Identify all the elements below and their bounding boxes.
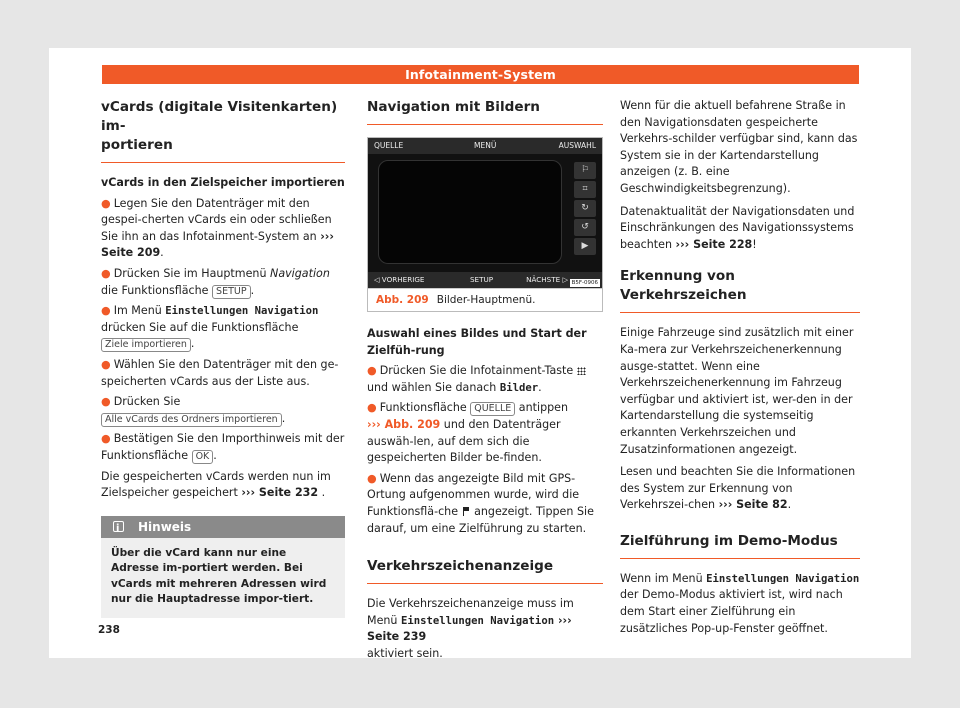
section-title-vcards: vCards (digitale Visitenkarten) im- portieren	[101, 98, 345, 163]
subheading-import: vCards in den Zielspeicher importieren	[101, 176, 345, 189]
source-button[interactable]: QUELLE	[374, 141, 404, 150]
info-icon	[113, 521, 124, 532]
column-middle	[367, 98, 603, 669]
paragraph-camera: Einige Fahrzeuge sind zusätzlich mit einer Ka-mera zur Verkehrszeichenerkennung ausge-stattet. Wenn eine Verkehrszeichenerkennung im Fahrzeug verfügbar und aktiviert ist, wer-den in der Kartendarstellung die systemseitig erkannten Verkehrszeichen und Zusatzinformationen angezeigt.	[620, 326, 854, 456]
bullet-icon: ●	[101, 266, 111, 280]
paragraph-data-currency: Datenaktualität der Navigationsdaten und Einschränkungen des Navigationssystems beachten ››› Seite 228!	[620, 204, 855, 251]
rotate-left-icon[interactable]: ↺	[574, 219, 596, 236]
chapter-header: Infotainment-System	[102, 65, 859, 84]
screen-side-buttons	[574, 162, 596, 257]
step-import-all: ● Drücken Sie Alle vCards des Ordners importieren .	[101, 395, 286, 425]
traffic-sign-paragraph: Die Verkehrszeichenanzeige muss im Menü Einstellungen Navigation ››› Seite 239 aktiviert sein.	[367, 597, 574, 660]
section-title-traffic-signs: Verkehrszeichenanzeige	[367, 551, 603, 584]
manual-page	[49, 48, 911, 658]
import-all-key: Alle vCards des Ordners importieren	[101, 413, 282, 427]
next-button[interactable]: NÄCHSTE ▷	[526, 275, 568, 284]
setup-button[interactable]: SETUP	[470, 275, 494, 284]
section-title-demo-mode: Zielführung im Demo-Modus	[620, 526, 860, 559]
column-left	[101, 98, 345, 618]
infotainment-screen	[368, 138, 602, 289]
step-confirm: ● Bestätigen Sie den Importhinweis mit der Funktionsfläche OK .	[101, 432, 345, 462]
selection-button[interactable]: AUSWAHL	[558, 141, 596, 150]
figure-caption: Abb. 209 Bilder-Hauptmenü.	[376, 294, 536, 306]
section-title-navigation-images: Navigation mit Bildern	[367, 98, 603, 125]
play-icon[interactable]: ▶	[574, 238, 596, 255]
section-title-sign-recognition: Erkennung von Verkehrszeichen	[620, 261, 860, 313]
setup-key: SETUP	[212, 285, 251, 299]
page-reference[interactable]: ››› Seite 209	[101, 229, 334, 260]
step-insert-medium: ● Legen Sie den Datenträger mit den gespei-cherten vCards ein oder schließen Sie ihn an das Infotainment-System an ››› Seite 209.	[101, 196, 334, 260]
page-reference[interactable]: ››› Seite 82	[718, 498, 788, 512]
step-import-targets: ● Im Menü Einstellungen Navigation drücken Sie auf die Funktionsfläche Ziele importieren .	[101, 304, 319, 351]
note-box	[101, 516, 345, 618]
bullet-icon: ●	[367, 401, 377, 415]
result-paragraph: Die gespeicherten vCards werden nun im Zielspeicher gespeichert ››› Seite 232 .	[101, 469, 331, 500]
page-reference[interactable]: ››› Seite 232	[241, 486, 319, 500]
note-body: Über die vCard kann nur eine Adresse im-portiert werden. Bei vCards mit mehreren Adressen wird nur die Hauptadresse impor-tiert.	[101, 538, 345, 618]
subheading-select-image: Auswahl eines Bildes und Start der Zielfüh-rung	[367, 327, 587, 357]
bullet-icon: ●	[101, 304, 111, 318]
paragraph-demo-mode: Wenn im Menü Einstellungen Navigation der Demo-Modus aktiviert ist, wird nach dem Start einer Zielführung ein zusätzliches Pop-up-Fenster geöffnet.	[620, 571, 860, 635]
page-reference[interactable]: ››› Seite 228	[675, 237, 753, 251]
screen-top-bar	[368, 138, 602, 154]
flag-icon	[463, 507, 470, 516]
image-display-area	[378, 160, 562, 264]
fullscreen-icon[interactable]: ⌗	[574, 181, 596, 198]
source-key: QUELLE	[470, 402, 515, 416]
figure-code: B5F-0906	[571, 280, 598, 286]
paragraph-recognition-info: Lesen und beachten Sie die Informationen des System zur Erkennung von Verkehrszei-chen ››› Seite 82.	[620, 465, 856, 512]
step-source: ● Funktionsfläche QUELLE antippen ››› Abb. 209 und den Datenträger auswäh-len, auf dem sich die gespeicherten Bilder be-finden.	[367, 401, 569, 465]
note-header: i Hinweis	[101, 516, 345, 538]
screen-bottom-bar	[368, 272, 602, 288]
step-gps-image: ● Wenn das angezeigte Bild mit GPS-Ortung aufgenommen wurde, wird die Funktionsflä-che angezeigt. Tippen Sie darauf, um eine Zielführung zu starten.	[367, 471, 594, 535]
bullet-icon: ●	[101, 357, 111, 371]
page-number: 238	[98, 624, 120, 636]
step-select-medium: ● Wählen Sie den Datenträger mit den ge-speicherten vCards aus der Liste aus.	[101, 357, 339, 388]
paragraph-traffic-sign-data: Wenn für die aktuell befahrene Straße in den Navigationsdaten gespeicherte Verkehrs-schilder verfügbar sind, kann das System sie in der Kartendarstellung anzeigen (z. B. eine Geschwindigkeitsbegrenzung).	[620, 99, 858, 195]
rotate-right-icon[interactable]: ↻	[574, 200, 596, 217]
menu-grid-icon	[577, 367, 586, 375]
step-press-key: ● Drücken Sie die Infotainment-Taste und wählen Sie danach Bilder.	[367, 363, 603, 396]
flag-icon[interactable]: ⚐	[574, 162, 596, 179]
figure-reference[interactable]: ››› Abb. 209	[367, 417, 441, 431]
bullet-icon: ●	[367, 364, 377, 378]
bullet-icon: ●	[101, 196, 111, 210]
column-right	[620, 98, 860, 643]
bullet-icon: ●	[101, 395, 111, 409]
previous-button[interactable]: ◁ VORHERIGE	[374, 275, 425, 284]
import-targets-key: Ziele importieren	[101, 338, 191, 352]
bullet-icon: ●	[101, 432, 111, 446]
bullet-icon: ●	[367, 471, 377, 485]
figure-209	[367, 137, 603, 312]
ok-key: OK	[192, 450, 214, 464]
page-reference[interactable]: ››› Seite 239	[367, 613, 572, 644]
menu-button[interactable]: MENÜ	[474, 141, 497, 150]
step-press-setup: ● Drücken Sie im Hauptmenü Navigation die Funktionsfläche SETUP .	[101, 266, 330, 297]
